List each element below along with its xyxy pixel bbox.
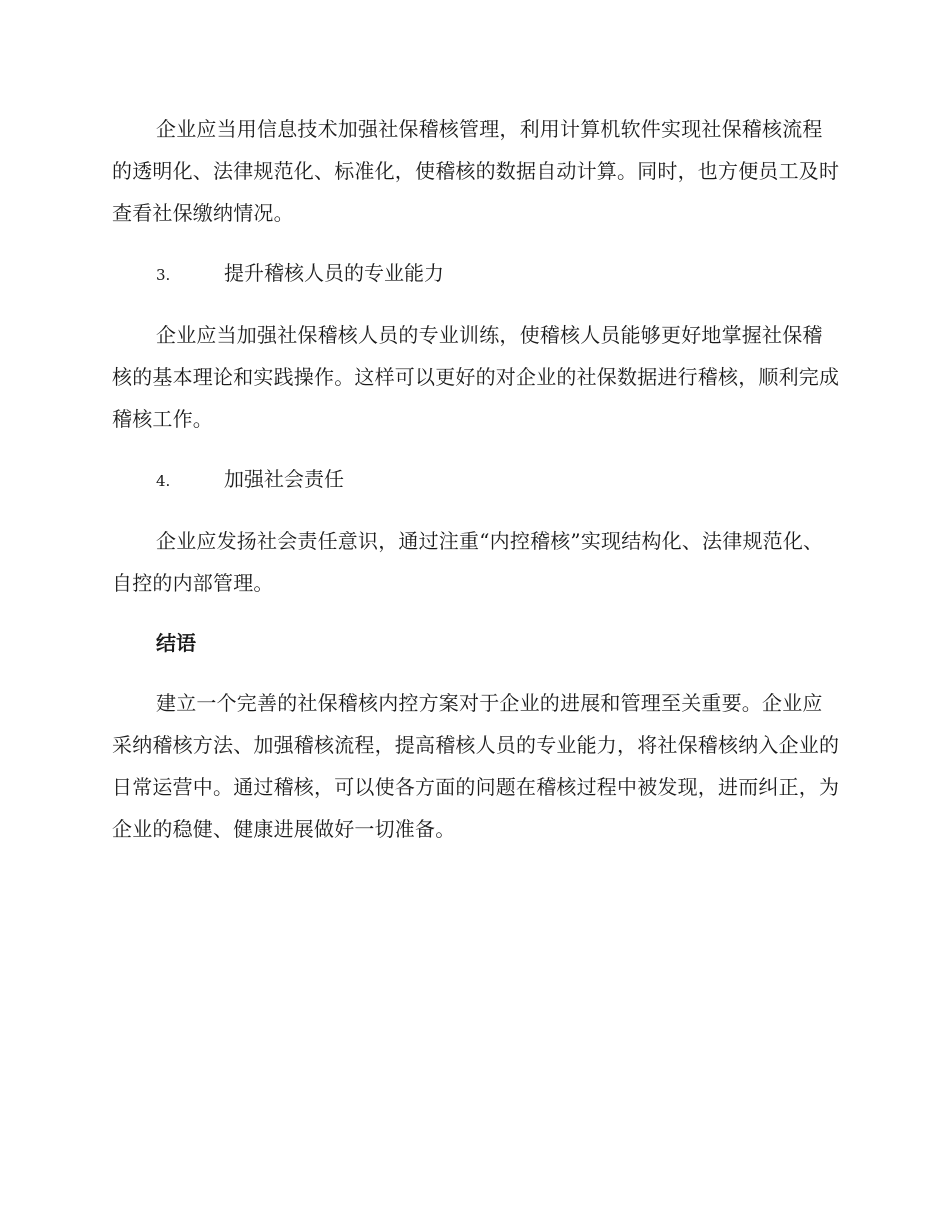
list-item-title: 加强社会责任: [224, 467, 344, 491]
document-body: [112, 108, 842, 868]
list-item-3: [112, 252, 842, 296]
paragraph-it-management: 企业应当用信息技术加强社保稽核管理，利用计算机软件实现社保稽核流程的透明化、法律规范化、标准化，使稽核的数据自动计算。同时，也方便员工及时查看社保缴纳情况。: [112, 117, 840, 225]
paragraph-staff-training: 企业应当加强社保稽核人员的专业训练，使稽核人员能够更好地掌握社保稽核的基本理论和实践操作。这样可以更好的对企业的社保数据进行稽核，顺利完成稽核工作。: [112, 323, 840, 431]
paragraph-social-responsibility: 企业应发扬社会责任意识，通过注重“内控稽核”实现结构化、法律规范化、自控的内部管理。: [112, 529, 824, 595]
conclusion-heading: 结语: [156, 631, 196, 655]
list-number: 3.: [156, 266, 171, 284]
list-number: 4.: [156, 472, 171, 490]
list-item-4: [112, 458, 842, 502]
list-item-title: 提升稽核人员的专业能力: [224, 261, 444, 285]
paragraph-conclusion: 建立一个完善的社保稽核内控方案对于企业的进展和管理至关重要。企业应采纳稽核方法、加强稽核流程，提高稽核人员的专业能力，将社保稽核纳入企业的日常运营中。通过稽核，可以使各方面的问题在稽核过程中被发现，进而纠正，为企业的稳健、健康进展做好一切准备。: [112, 691, 840, 841]
